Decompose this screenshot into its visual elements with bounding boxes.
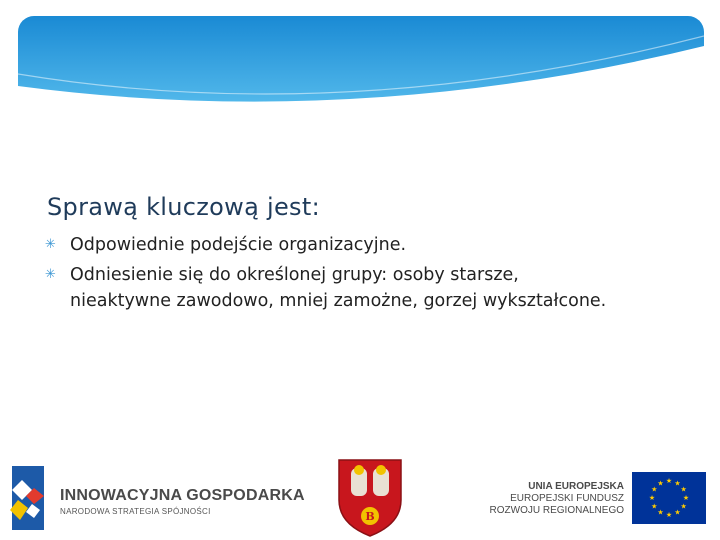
list-item [45, 262, 625, 314]
bullet-text: Odpowiednie podejście organizacyjne. [70, 235, 407, 255]
header-banner [18, 16, 704, 124]
bullet-text: Odniesienie się do określonej grupy: osoby starsze, nieaktywne zawodowo, mniej zamożne, gorzej wykształcone. [70, 265, 607, 311]
ig-subtitle: NARODOWA STRATEGIA SPÓJNOŚCI [60, 507, 211, 516]
svg-text:★: ★ [682, 494, 690, 502]
svg-text:★: ★ [648, 494, 656, 502]
svg-text:★: ★ [680, 485, 687, 494]
svg-text:★: ★ [651, 502, 658, 511]
svg-text:★: ★ [657, 479, 664, 488]
svg-text:★: ★ [665, 477, 673, 485]
innowacyjna-gospodarka-logo-icon [8, 466, 58, 530]
svg-text:★: ★ [657, 508, 664, 517]
svg-text:B: B [365, 510, 375, 523]
coat-of-arms-icon [337, 458, 403, 538]
eu-line1: UNIA EUROPEJSKA [528, 481, 624, 492]
list-item [45, 232, 625, 258]
slide-heading: Sprawą kluczową jest: [47, 193, 320, 221]
bullet-list [45, 232, 625, 318]
svg-text:★: ★ [680, 502, 687, 511]
asterisk-bullet-icon: ✳ [45, 267, 56, 282]
svg-text:★: ★ [674, 508, 681, 517]
svg-text:★: ★ [665, 511, 673, 519]
eu-text-block [490, 481, 624, 517]
eu-line3: ROZWOJU REGIONALNEGO [489, 505, 624, 516]
svg-text:★: ★ [674, 479, 681, 488]
ig-title: INNOWACYJNA GOSPODARKA [60, 487, 305, 504]
svg-text:★: ★ [651, 485, 658, 494]
footer-logos [0, 452, 720, 532]
eu-line2: EUROPEJSKI FUNDUSZ [510, 493, 624, 504]
asterisk-bullet-icon: ✳ [45, 237, 56, 252]
eu-flag-icon [632, 472, 706, 524]
